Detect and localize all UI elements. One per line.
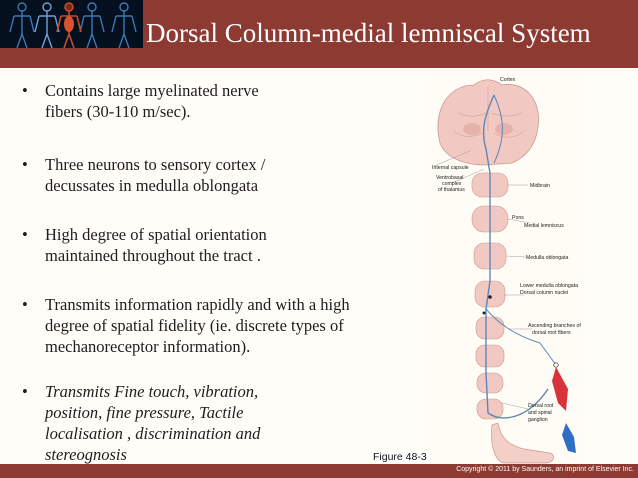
label-cortex: Cortex xyxy=(500,77,516,83)
label-dorsal-column-nuclei: Dorsal column nuclei xyxy=(520,290,569,296)
bullet-text: Contains large myelinated nerve fibers (30-110 m/sec). xyxy=(45,81,259,121)
bullet-item xyxy=(22,224,312,266)
label-dorsal-root: Dorsal root xyxy=(528,403,554,409)
receptor-red-icon xyxy=(552,367,568,411)
label-midbrain: Midbrain xyxy=(530,183,550,189)
label-ventrobasal: Ventrobasal xyxy=(436,175,464,181)
label-ventrobasal: complex xyxy=(442,181,462,187)
bullet-marker: • xyxy=(22,155,28,174)
bullet-marker: • xyxy=(22,295,28,314)
human-body-banner-image xyxy=(0,0,143,48)
bullet-item xyxy=(22,80,292,122)
label-internal-capsule: Internal capsule xyxy=(432,165,469,171)
bullet-text: Transmits Fine touch, vibration, position, fine pressure, Tactile localisation , discrimination and stereognosis xyxy=(45,382,261,464)
spinal-cord-slice-4 xyxy=(477,399,503,419)
spinal-cord-slice-1 xyxy=(476,317,504,339)
slide-header xyxy=(0,0,638,68)
label-ascending-branches: Ascending branches of xyxy=(528,323,581,329)
bullet-marker: • xyxy=(22,225,28,244)
slide-title: Dorsal Column-medial lemniscal System xyxy=(146,18,591,48)
label-lower-medulla: Lower medulla oblongata xyxy=(520,283,578,289)
label-pons: Pons xyxy=(512,215,524,221)
bullet-text: High degree of spatial orientation maintained throughout the tract . xyxy=(45,225,267,265)
label-medial-lemniscus: Medial lemniscus xyxy=(524,223,564,229)
slide-content xyxy=(0,68,638,464)
slide-footer xyxy=(0,464,638,478)
label-dorsal-root: and spinal xyxy=(528,410,552,416)
label-ascending-branches: dorsal root fibers xyxy=(532,330,571,336)
spinal-cord-slice-2 xyxy=(476,345,504,367)
figure-caption: Figure 48-3 xyxy=(373,451,427,463)
foot-illustration xyxy=(492,423,554,463)
copyright-notice: Copyright © 2011 by Saunders, an imprint of Elsevier Inc. xyxy=(456,466,634,473)
pathway-diagram xyxy=(428,73,586,466)
bullet-item xyxy=(22,154,312,196)
bullet-text: Three neurons to sensory cortex / decussates in medulla oblongata xyxy=(45,155,266,195)
bullet-marker: • xyxy=(22,382,28,401)
spinal-cord-slice-3 xyxy=(477,373,503,393)
label-medulla-oblongata: Medulla oblongata xyxy=(526,255,569,261)
receptor-blue-icon xyxy=(562,423,576,453)
bullet-item xyxy=(22,381,312,465)
bullet-marker: • xyxy=(22,81,28,100)
label-ventrobasal: of thalamus xyxy=(438,187,465,193)
label-dorsal-root: ganglion xyxy=(528,417,548,423)
bullet-text: Transmits information rapidly and with a high degree of spatial fidelity (ie. discrete types of mechanoreceptor information). xyxy=(45,295,350,356)
bullet-item xyxy=(22,294,352,357)
